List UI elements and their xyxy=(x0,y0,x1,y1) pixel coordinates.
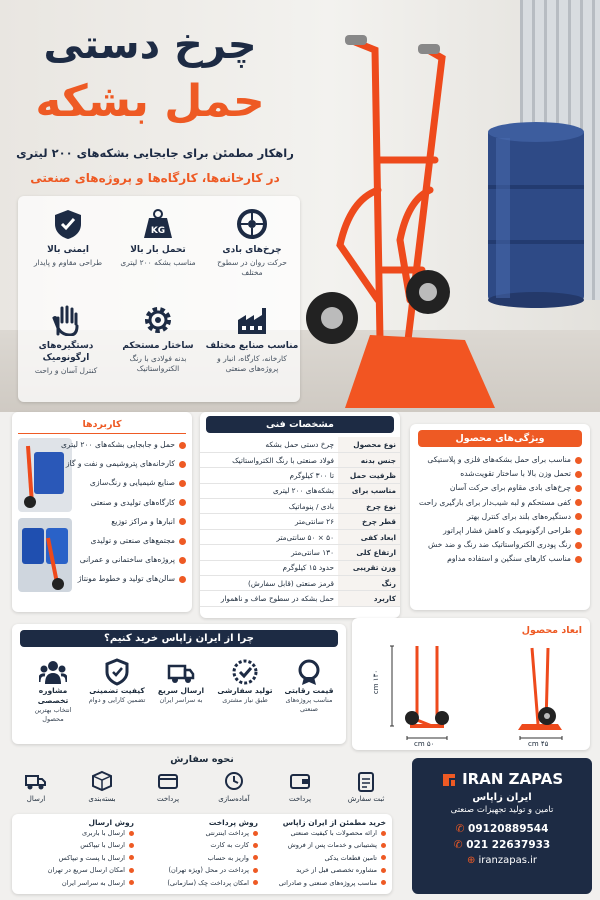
dim-height-label: ۱۳۰ cm xyxy=(372,669,381,695)
specs-title: مشخصات فنی xyxy=(206,416,394,433)
list-item: مناسب پروژه‌های صنعتی و صادراتی xyxy=(266,877,386,889)
feature-safety xyxy=(22,208,114,268)
feature-title: تحمل بار بالا xyxy=(130,245,186,255)
list-item: ارسال به سراسر ایران xyxy=(22,877,134,889)
website-link[interactable]: ⊕ iranzapas.ir xyxy=(466,855,538,866)
list-item: دستگیره‌های بلند برای کنترل بهتر xyxy=(418,510,582,524)
specs-card xyxy=(200,412,400,618)
list-item: کفی مستحکم و لبه شیب‌دار برای بارگیری راحت xyxy=(418,496,582,510)
list-item: پرداخت اینترنتی xyxy=(146,827,258,839)
why-item: مشاوره تخصصی انتخاب بهترین محصول xyxy=(24,658,82,724)
order-step: بسته‌بندی xyxy=(72,770,132,803)
table-row: مناسب برای بشکه‌های ۲۰۰ لیتری xyxy=(200,483,400,498)
brand-name: ایران زاپاس xyxy=(472,792,532,803)
order-title: نحوه سفارش xyxy=(170,754,234,765)
order-step: ثبت سفارش xyxy=(336,770,396,803)
kg-weight-icon xyxy=(142,208,174,240)
feature-desc: مناسب بشکه ۲۰۰ لیتری xyxy=(120,258,196,267)
truck-icon xyxy=(167,658,195,686)
feature-title: چرخ‌های بادی xyxy=(222,245,282,255)
table-row: ظرفیت حمل تا ۳۰۰ کیلوگرم xyxy=(200,468,400,483)
why-item: قیمت رقابتی مناسب پروژه‌های صنعتی xyxy=(280,658,338,714)
gear-icon xyxy=(142,304,174,336)
list-item: کارت به کارت xyxy=(146,839,258,851)
feature-title: مناسب صنایع مختلف xyxy=(205,341,299,351)
list-item: امکان ارسال سریع در تهران xyxy=(22,864,134,876)
phone-icon: ✆ xyxy=(455,823,469,835)
why-item: کیفیت تضمینی تضمین کارایی و دوام xyxy=(88,658,146,705)
list-item: ارائه محصولات با کیفیت صنعتی xyxy=(266,827,386,839)
shipping-list: روش ارسال ارسال با باربری ارسال با تیپاکس ارسال با پست و تیپاکس امکان ارسال سریع در تهران ارسال به سراسر ایران xyxy=(22,818,134,889)
trolley-base xyxy=(345,335,495,408)
clipboard-icon xyxy=(355,770,377,792)
check-seal-icon xyxy=(231,658,259,686)
drum-trolley-photo xyxy=(300,10,600,410)
list-item: ارسال با تیپاکس xyxy=(22,839,134,851)
list-item: واریز به حساب xyxy=(146,852,258,864)
factory-icon xyxy=(236,304,268,336)
list-item: حمل و جابجایی بشکه‌های ۲۰۰ لیتری xyxy=(61,438,186,452)
applications-card xyxy=(12,412,192,612)
table-row: نوع محصول چرخ دستی حمل بشکه xyxy=(200,437,400,452)
order-process xyxy=(12,754,392,816)
list-item: چرخ‌های بادی مقاوم برای حرکت آسان xyxy=(418,481,582,495)
list-item: مناسب برای حمل بشکه‌های فلزی و پلاستیکی xyxy=(418,453,582,467)
svg-text:KG: KG xyxy=(150,226,166,236)
package-icon xyxy=(91,770,113,792)
logo-icon xyxy=(441,772,457,788)
list-item: مجتمع‌های صنعتی و تولیدی xyxy=(61,534,186,548)
list-item: سالن‌های تولید و خطوط مونتاژ xyxy=(61,572,186,586)
table-row: قطر چرخ ۲۶ سانتی‌متر xyxy=(200,514,400,529)
list-item: پروژه‌های ساختمانی و عمرانی xyxy=(61,553,186,567)
globe-icon: ⊕ xyxy=(466,855,479,866)
list-item: تامین قطعات یدکی xyxy=(266,852,386,864)
left-grip xyxy=(345,35,367,45)
table-row: کاربرد حمل بشکه در سطوح صاف و ناهموار xyxy=(200,591,400,606)
features-list xyxy=(410,453,590,567)
list-item: کارگاه‌های تولیدی و صنعتی xyxy=(61,496,186,510)
subtitle-line-2: در کارخانه‌ها، کارگاه‌ها و پروژه‌های صنعتی xyxy=(30,171,280,185)
shield-check-icon xyxy=(52,208,84,240)
list-item: انبارها و مراکز توزیع xyxy=(61,515,186,529)
list-item: تحمل وزن بالا با ساختار تقویت‌شده xyxy=(418,467,582,481)
card-icon xyxy=(157,770,179,792)
title-line-1: چرخ دستی xyxy=(43,22,257,68)
dim-depth-label: ۴۵ cm xyxy=(528,740,549,748)
dimensions-title: ابعاد محصول xyxy=(521,625,582,636)
why-us-title: چرا از ایران زاپاس خرید کنیم؟ xyxy=(20,630,338,647)
list-item: مشاوره تخصصی قبل از خرید xyxy=(266,864,386,876)
list-item: ارسال با باربری xyxy=(22,827,134,839)
order-step: ارسال xyxy=(6,770,66,803)
hand-icon xyxy=(50,304,82,336)
dimensions-drawing xyxy=(362,638,582,748)
feature-desc: کنترل آسان و راحت xyxy=(34,366,98,375)
features-panel xyxy=(410,424,590,610)
table-row: نوع چرخ بادی / پنوماتیک xyxy=(200,499,400,514)
feature-desc: حرکت روان در سطوح مختلف xyxy=(217,258,287,277)
list-item: امکان پرداخت چک (سازمانی) xyxy=(146,877,258,889)
feature-desc: بدنه فولادی با رنگ الکترواستاتیک xyxy=(129,354,187,373)
right-grip xyxy=(418,44,440,54)
table-row: ابعاد کفی ۵۰ × ۵۰ سانتی‌متر xyxy=(200,529,400,544)
order-step: آماده‌سازی xyxy=(204,770,264,803)
table-row: وزن تقریبی حدود ۱۵ کیلوگرم xyxy=(200,560,400,575)
feature-handles xyxy=(18,304,114,376)
list-item: کارخانه‌های پتروشیمی و نفت و گاز xyxy=(61,457,186,471)
features-panel-title: ویژگی‌های محصول xyxy=(418,430,582,447)
list-item: پشتیبانی و خدمات پس از فروش xyxy=(266,839,386,851)
why-item: ارسال سریع به سراسر ایران xyxy=(152,658,210,705)
feature-title: ساختار مستحکم xyxy=(122,341,194,351)
specs-table xyxy=(200,437,400,607)
truck-icon xyxy=(25,770,47,792)
phone-icon: ✆ xyxy=(453,839,467,851)
dimensions-card xyxy=(352,618,590,750)
list-item: ارسال با پست و تیپاکس xyxy=(22,852,134,864)
medal-icon xyxy=(295,658,323,686)
users-icon xyxy=(39,658,67,686)
box-icon xyxy=(223,770,245,792)
brand-panel xyxy=(412,758,592,894)
list-item: مناسب کارهای سنگین و استفاده مداوم xyxy=(418,552,582,566)
info-lists xyxy=(12,814,392,894)
payment-list: روش پرداخت پرداخت اینترنتی کارت به کارت واریز به حساب پرداخت در محل (ویژه تهران) امکان پرداخت چک (سازمانی) xyxy=(146,818,258,889)
wallet-icon xyxy=(289,770,311,792)
table-row: جنس بدنه فولاد صنعتی با رنگ الکترواستاتیک xyxy=(200,452,400,467)
feature-title: دستگیره‌های ارگونومیک xyxy=(38,341,94,363)
feature-desc: کارخانه، کارگاه، انبار و پروژه‌های صنعتی xyxy=(217,354,287,373)
list-item: صنایع شیمیایی و رنگ‌سازی xyxy=(61,476,186,490)
list-item: پرداخت در محل (ویژه تهران) xyxy=(146,864,258,876)
table-row: رنگ قرمز صنعتی (قابل سفارش) xyxy=(200,576,400,591)
feature-desc: طراحی مقاوم و پایدار xyxy=(33,258,103,267)
applications-title: کاربردها xyxy=(18,416,186,434)
feature-structure xyxy=(112,304,204,374)
feature-industries xyxy=(204,304,300,374)
brand-tagline: تامین و تولید تجهیزات صنعتی xyxy=(450,805,554,815)
title-line-2: حمل بشکه xyxy=(35,76,265,127)
subtitle-line-1: راهکار مطمئن برای جابجایی بشکه‌های ۲۰۰ لیتری xyxy=(16,146,294,160)
wheel-icon xyxy=(236,208,268,240)
quality-badge-icon xyxy=(103,658,131,686)
order-step: پرداخت xyxy=(138,770,198,803)
phone-1[interactable]: ✆ 09120889544 xyxy=(455,823,549,835)
trust-list: خرید مطمئن از ایران زاپاس ارائه محصولات با کیفیت صنعتی پشتیبانی و خدمات پس از فروش تامین قطعات یدکی مشاوره تخصصی قبل از خرید مناسب پروژه‌های صنعتی و صادراتی xyxy=(266,818,386,889)
order-step: پرداخت xyxy=(270,770,330,803)
list-item: طراحی ارگونومیک و کاهش فشار اپراتور xyxy=(418,524,582,538)
phone-2[interactable]: ✆ 021 22637933 xyxy=(453,839,551,851)
feature-capacity xyxy=(112,208,204,268)
table-row: ارتفاع کلی ۱۳۰ سانتی‌متر xyxy=(200,545,400,560)
blue-barrel xyxy=(488,122,584,308)
dim-width-label: ۵۰ cm xyxy=(414,740,435,748)
why-us-card xyxy=(12,624,346,744)
list-item: رنگ پودری الکترواستاتیک ضد رنگ و ضد خش xyxy=(418,538,582,552)
why-item: تولید سفارشی طبق نیاز مشتری xyxy=(216,658,274,705)
brand-logo: IRAN ZAPAS xyxy=(412,770,592,788)
feature-title: ایمنی بالا xyxy=(47,245,89,255)
feature-wheel xyxy=(206,208,298,278)
applications-list xyxy=(61,438,186,587)
